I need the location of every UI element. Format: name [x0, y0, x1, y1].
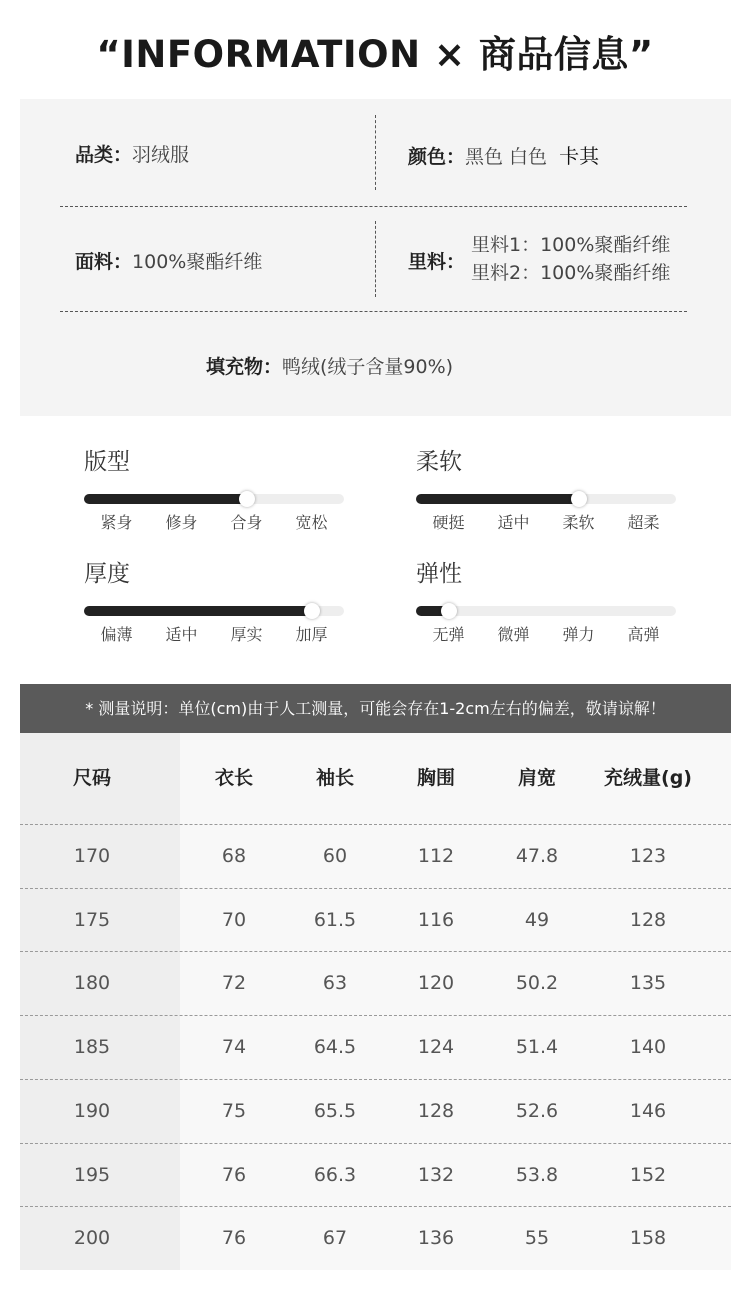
- slider-track: [84, 606, 344, 616]
- lining-label-cell: [408, 247, 465, 274]
- slider-knob: [441, 603, 457, 619]
- table-header-cell: 肩宽: [517, 767, 556, 789]
- table-cell: 152: [629, 1163, 667, 1186]
- table-cell: 65.5: [313, 1099, 357, 1122]
- table-cell: 200: [73, 1227, 111, 1250]
- table-cell: 170: [73, 845, 111, 867]
- color-value-khaki: 卡其: [559, 144, 600, 168]
- table-header-cell: 衣长: [214, 767, 253, 789]
- thickness-slider: [84, 559, 344, 646]
- slider-fill: [84, 494, 247, 504]
- category-label: 品类：: [75, 144, 133, 166]
- tick-label: 高弹: [627, 625, 660, 644]
- size-table: [20, 733, 731, 1270]
- elasticity-slider: [416, 559, 676, 646]
- color-label: 颜色：: [408, 146, 466, 168]
- tick-label: 柔软: [562, 513, 595, 532]
- table-cell: 76: [221, 1227, 247, 1250]
- table-cell: 68: [221, 845, 247, 867]
- table-cell: 136: [417, 1227, 455, 1250]
- lining-1: 里料1：100%聚酯纤维: [471, 234, 671, 256]
- table-row: [20, 1079, 731, 1144]
- table-row: [20, 951, 731, 1016]
- filling-value: 鸭绒(绒子含量90%): [282, 356, 454, 378]
- tick-label: 超柔: [627, 513, 660, 532]
- table-cell: 146: [629, 1099, 667, 1122]
- page-title: “INFORMATION × 商品信息”: [96, 33, 654, 76]
- tick-label: 修身: [165, 513, 198, 532]
- table-row: [20, 1143, 731, 1208]
- slider-ticks: [416, 622, 676, 646]
- table-header-cell: 尺码: [72, 767, 111, 789]
- table-cell: 112: [417, 845, 455, 867]
- lining-2: 里料2：100%聚酯纤维: [471, 262, 671, 284]
- slider-knob: [239, 491, 255, 507]
- slider-track: [416, 606, 676, 616]
- divider: [375, 115, 376, 190]
- table-header-cell: 充绒量(g): [604, 767, 692, 789]
- color-info: [408, 140, 599, 169]
- table-cell: 51.4: [515, 1036, 559, 1059]
- table-header-cell: 袖长: [315, 767, 354, 789]
- table-cell: 60: [322, 845, 348, 867]
- divider: [375, 221, 376, 297]
- table-cell: 120: [417, 972, 455, 995]
- tick-label: 弹力: [562, 625, 595, 644]
- table-cell: 123: [629, 845, 667, 867]
- softness-slider: [416, 447, 676, 534]
- table-header-cell: 胸围: [416, 767, 455, 789]
- slider-fill: [416, 494, 579, 504]
- category-value: 羽绒服: [132, 144, 190, 166]
- slider-track: [416, 494, 676, 504]
- fit-slider: [84, 447, 344, 534]
- slider-ticks: [84, 510, 344, 534]
- info-panel: [20, 99, 731, 416]
- divider: [60, 206, 687, 207]
- table-cell: 140: [629, 1036, 667, 1059]
- table-cell: 128: [629, 908, 667, 931]
- slider-ticks: [416, 510, 676, 534]
- tick-label: 厚实: [230, 625, 263, 644]
- table-row: [20, 888, 731, 953]
- lining-values: [471, 231, 670, 287]
- table-cell: 55: [524, 1227, 550, 1250]
- divider: [60, 311, 687, 312]
- table-cell: 158: [629, 1227, 667, 1250]
- filling-label: 填充物：: [206, 356, 283, 378]
- table-cell: 75: [221, 1099, 247, 1122]
- table-cell: 180: [73, 972, 111, 995]
- color-value: 黑色 白色: [465, 146, 548, 168]
- tick-label: 加厚: [295, 625, 328, 644]
- slider-title: 厚度: [84, 561, 130, 587]
- slider-knob: [571, 491, 587, 507]
- table-cell: 132: [417, 1163, 455, 1186]
- table-cell: 67: [322, 1227, 348, 1250]
- table-cell: 124: [417, 1036, 455, 1059]
- tick-label: 紧身: [100, 513, 133, 532]
- table-cell: 128: [417, 1099, 455, 1122]
- slider-knob: [304, 603, 320, 619]
- tick-label: 偏薄: [100, 625, 133, 644]
- fabric-value: 100%聚酯纤维: [132, 251, 263, 273]
- table-cell: 53.8: [515, 1163, 559, 1186]
- table-cell: 190: [73, 1099, 111, 1122]
- slider-title: 版型: [84, 449, 130, 475]
- table-cell: 185: [73, 1036, 111, 1059]
- fabric-info: [75, 247, 262, 274]
- table-cell: 49: [524, 908, 550, 931]
- table-cell: 76: [221, 1163, 247, 1186]
- tick-label: 无弹: [432, 625, 465, 644]
- table-cell: 195: [73, 1163, 111, 1186]
- lining-label: 里料：: [408, 251, 466, 273]
- filling-info: [206, 352, 453, 379]
- table-row: [20, 1015, 731, 1080]
- slider-title: 柔软: [416, 449, 462, 475]
- slider-ticks: [84, 622, 344, 646]
- tick-label: 合身: [230, 513, 263, 532]
- table-cell: 61.5: [313, 908, 357, 931]
- slider-title: 弹性: [416, 561, 462, 587]
- table-header-row: [20, 733, 731, 824]
- table-row: [20, 824, 731, 889]
- table-cell: 66.3: [313, 1163, 357, 1186]
- measurement-note: * 测量说明：单位(cm)由于人工测量，可能会存在1-2cm左右的偏差，敬请谅解！: [20, 684, 731, 733]
- table-cell: 116: [417, 908, 455, 931]
- tick-label: 微弹: [497, 625, 530, 644]
- table-cell: 64.5: [313, 1036, 357, 1059]
- table-cell: 135: [629, 972, 667, 995]
- slider-track: [84, 494, 344, 504]
- tick-label: 硬挺: [432, 513, 465, 532]
- tick-label: 宽松: [295, 513, 328, 532]
- table-cell: 72: [221, 972, 247, 995]
- table-cell: 63: [322, 972, 348, 995]
- table-cell: 74: [221, 1036, 247, 1059]
- table-cell: 175: [73, 908, 111, 931]
- table-row: [20, 1206, 731, 1271]
- category-info: [75, 140, 189, 167]
- table-cell: 52.6: [515, 1099, 559, 1122]
- table-cell: 47.8: [515, 845, 559, 867]
- fabric-label: 面料：: [75, 251, 133, 273]
- tick-label: 适中: [497, 513, 530, 532]
- tick-label: 适中: [165, 625, 198, 644]
- slider-fill: [84, 606, 312, 616]
- table-cell: 50.2: [515, 972, 559, 995]
- table-cell: 70: [221, 908, 247, 931]
